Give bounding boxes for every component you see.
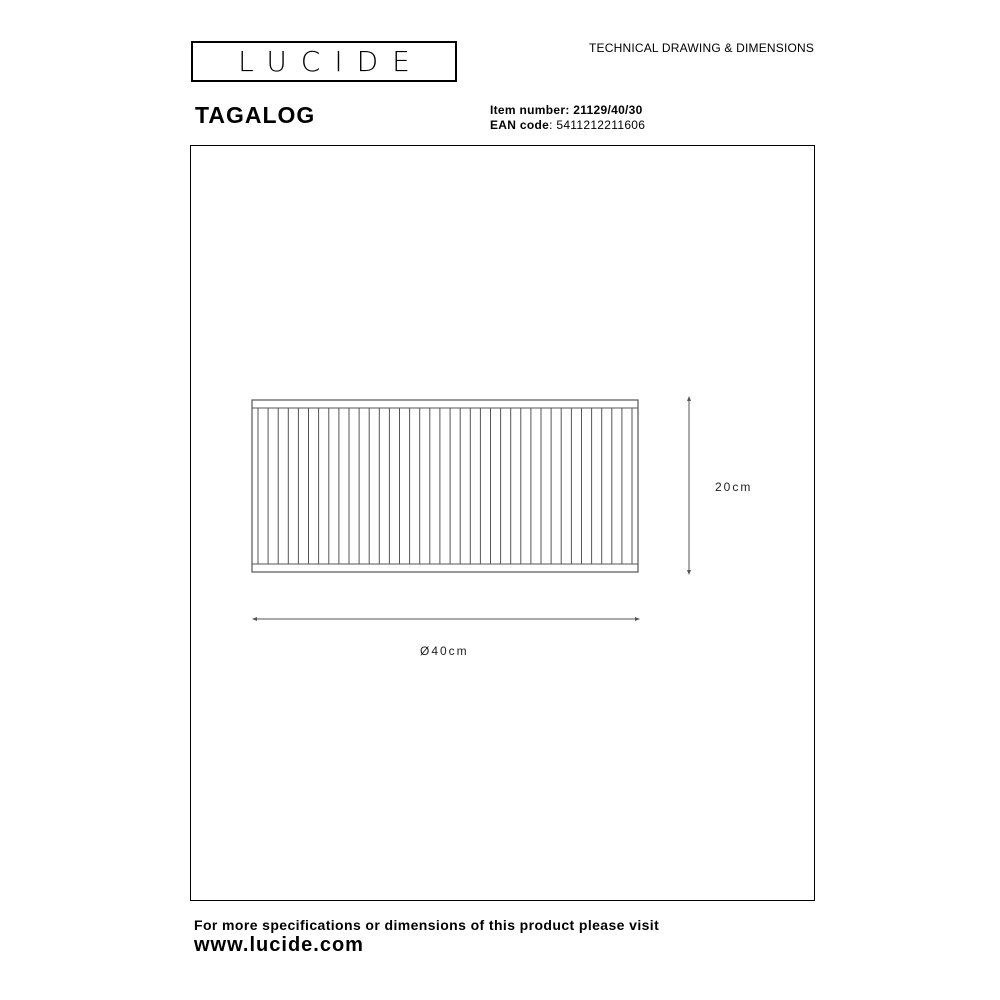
height-arrow-bottom [687,570,691,575]
diameter-arrow-right [635,617,640,621]
ean-code-value: 5411212211606 [556,118,646,132]
height-dimension [687,396,691,575]
shade-outer-outline [252,400,638,572]
lamp-shade-outline [252,400,638,572]
shade-slats [258,408,632,564]
diameter-label: Ø40cm [420,644,469,658]
ean-code-label: EAN code [490,118,550,132]
item-number-label: Item number [490,103,566,117]
website-link[interactable]: www.lucide.com [194,934,364,956]
document-type: TECHNICAL DRAWING & DIMENSIONS [589,41,815,55]
diameter-dimension [252,617,640,621]
logo-text: LUCIDE [238,44,424,78]
diameter-arrow-left [252,617,257,621]
height-arrow-top [687,396,691,401]
item-number-value: 21129/40/30 [573,103,643,117]
item-number-row: Item number: 21129/40/30 [490,103,643,117]
height-label: 20cm [715,480,753,494]
product-name: TAGALOG [195,102,316,128]
footer-note: For more specifications or dimensions of this product please visit [194,917,660,933]
ean-code-row: EAN code: 5411212211606 [490,118,646,132]
